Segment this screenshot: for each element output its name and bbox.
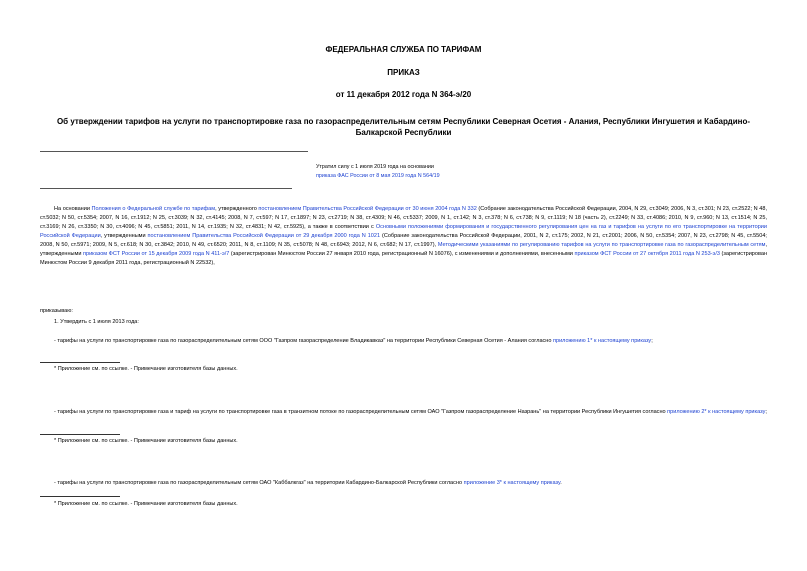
link-basic-provisions[interactable]: Основными положениями формирования и государственного регулирования цен на газ и тарифов на услуги по его транспортировке на территории Российской Федерации xyxy=(40,224,767,239)
footnote-3: * Приложение см. по ссылке. - Примечание изготовителя базы данных. xyxy=(54,501,238,507)
footnote-1: * Приложение см. по ссылке. - Примечание изготовителя базы данных. xyxy=(54,366,238,372)
status-bottom-rule xyxy=(40,188,292,189)
tariff-bullet-1: - тарифы на услуги по транспортировке газа по газораспределительным сетям ООО "Газпром газораспределение Владикавказ" на территории Республики Северная Осетия - Алания согласно приложению 1* к настоящему приказу; xyxy=(54,338,653,344)
link-order-411[interactable]: приказом ФСТ России от 15 декабря 2009 года N 411-э/7 xyxy=(82,251,230,257)
link-methodical-guidelines[interactable]: Методическими указаниями по регулированию тарифов на услуги по транспортировке газа по газораспределительным сетям xyxy=(437,242,766,248)
preamble-paragraph: На основании Положения о Федеральной службе по тарифам, утвержденного постановлением Правительства Российской Федерации от 30 июня 2004 года N 332 (Собрание законодательства Российской Федерации, 2004, N 29, ст.3049; 2006, N 3, ст.301; N 23, ст.2522; N 48, ст.5032; N 50, ст.5354; 2007, N 16, ст.1912; N 25, ст.3039; N 32, ст.4145; 2008, N 7, ст.597; N 17, ст.1897; N 23, ст.2719; N 38, ст.4309; N 46, ст.5337; 2009, N 1, ст.142; N 3, ст.378; N 6, ст.738; N 9, ст.1119; N 18 (часть 2), ст.2249; N 33, ст.4086; 2010, N 9, ст.960; N 13, ст.1514; N 25, ст.3169; N 26, ст.3350; N 30, ст.4096; N 45, ст.5851; 2011, N 14, ст.1935; N 32, ст.4831; N 42, ст.5925), а также в соответствии с Основными положениями формирования и государственного регулирования цен на газ и тарифов на услуги по его транспортировке на территории Российской Федерации, утвержденными постановлением Правительства Российской Федерации от 29 декабря 2000 года N 1021 (Собрание законодательства Российской Федерации, 2001, N 2, ст.175; 2002, N 21, ст.2001; 2006, N 50, ст.5354; 2007, N 23, ст.2798; N 45, ст.5504; 2008, N 50, ст.5971; 2009, N 5, ст.618; N 30, ст.3842; 2010, N 49, ст.6520; 2011, N 8, ст.1109; N 35, ст.5078; N 48, ст.6943; 2012, N 6, ст.682; N 17, ст.1997), Методическими указаниями по регулированию тарифов на услуги по транспортировке газа по газораспределительным сетям, утвержденными приказом ФСТ России от 15 декабря 2009 года N 411-э/7 (зарегистрирован Минюстом России 27 января 2010 года, регистрационный N 16076), с изменениями и дополнениями, внесенными приказом ФСТ России от 27 октября 2011 года N 253-э/3 (зарегистрирован Минюстом России 9 декабря 2011 года, регистрационный N 22532), xyxy=(40,206,768,266)
document-type: ПРИКАЗ xyxy=(387,68,420,77)
tariff-bullet-2: - тарифы на услуги по транспортировке газа и тариф на услуги по транспортировке газа в транзитном потоке по газораспределительным сетям ОАО "Газпром газораспределение Назрань" на территории Республики Ингушетия согласно приложению 2* к настоящему приказу; xyxy=(54,409,767,415)
status-top-rule xyxy=(40,151,308,152)
agency-name: ФЕДЕРАЛЬНАЯ СЛУЖБА ПО ТАРИФАМ xyxy=(325,45,482,54)
link-fst-regulation[interactable]: Положения о Федеральной службе по тарифам xyxy=(91,206,216,212)
document-date: от 11 декабря 2012 года N 364-э/20 xyxy=(335,90,472,99)
item-1: 1. Утвердить с 1 июля 2013 года: xyxy=(54,319,139,325)
footnote-2: * Приложение см. по ссылке. - Примечание изготовителя базы данных. xyxy=(54,438,238,444)
link-appendix-2[interactable]: приложению 2* к настоящему приказу xyxy=(667,409,766,415)
footnote-rule-1 xyxy=(40,362,120,363)
footnote-rule-2 xyxy=(40,434,120,435)
link-appendix-3[interactable]: приложение 3* к настоящему приказу xyxy=(463,480,561,486)
tariff-bullet-3: - тарифы на услуги по транспортировке газа по газораспределительным сетям ОАО "Каббалкгаз" на территории Кабардино-Балкарской Республики согласно приложение 3* к настоящему приказу. xyxy=(54,480,562,486)
order-word: приказываю: xyxy=(40,308,73,314)
document-title: Об утверждении тарифов на услуги по транспортировке газа по газораспределительным сетям Республики Северная Осетия - Алания, Республики Ингушетия и Кабардино-Балкарской Республики xyxy=(56,117,751,137)
status-text: Утратил силу с 1 июля 2019 года на основании xyxy=(316,164,434,170)
link-decree-332[interactable]: постановлением Правительства Российской Федерации от 30 июня 2004 года N 332 xyxy=(258,206,477,212)
footnote-rule-3 xyxy=(40,496,120,497)
status-repeal-link[interactable]: приказа ФАС России от 8 мая 2019 года N 564/19 xyxy=(316,173,440,179)
link-appendix-1[interactable]: приложению 1* к настоящему приказу xyxy=(553,338,652,344)
link-order-253[interactable]: приказом ФСТ России от 27 октября 2011 года N 253-э/3 xyxy=(574,251,720,257)
link-decree-1021[interactable]: постановлением Правительства Российской Федерации от 29 декабря 2000 года N 1021 xyxy=(147,233,381,239)
